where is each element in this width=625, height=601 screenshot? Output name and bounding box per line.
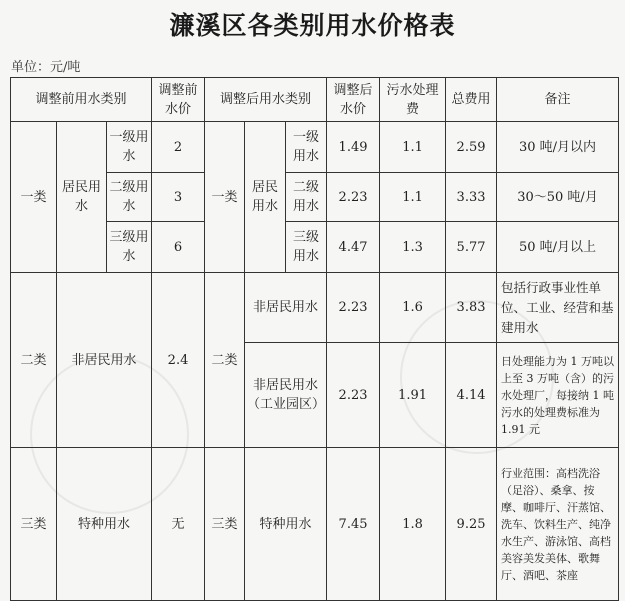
class2-note-industrial: 日处理能力为 1 万吨以上至 3 万吨（含）的污水处理厂，每接纳 1 吨污水的处理费标准为 1.91 元 [497,343,619,448]
class2-total-fee: 4.14 [446,343,497,448]
class2-total-fee: 3.83 [446,273,497,343]
header-sewage-fee: 污水处理费 [380,78,446,122]
tier-after-label: 二级用水 [286,173,327,222]
header-after-category: 调整后用水类别 [205,78,327,122]
header-note: 备注 [497,78,619,122]
header-total-fee: 总费用 [446,78,497,122]
class3-total-fee: 9.25 [446,448,497,601]
class2-note: 包括行政事业性单位、工业、经营和基建用水 [497,273,619,343]
table-row [11,273,619,343]
tier-after-price: 4.47 [327,222,380,273]
class3-after-sub: 特种用水 [245,448,327,601]
class2-after-name: 二类 [205,273,245,448]
tier-before-label: 三级用水 [107,222,152,273]
class2-before-sub: 非居民用水 [57,273,152,448]
class2-before-price: 2.4 [152,273,205,448]
class1-before-name: 一类 [11,122,57,273]
class1-before-sub: 居民用水 [57,122,107,273]
tier-before-label: 二级用水 [107,173,152,222]
class2-after-price: 2.23 [327,273,380,343]
class3-note: 行业范围：高档洗浴（足浴）、桑拿、按摩、咖啡厅、汗蒸馆、洗车、饮料生产、纯净水生产、游泳馆、高档美容美发美体、歌舞厅、酒吧、茶座 [497,448,619,601]
tier-after-price: 2.23 [327,173,380,222]
class2-sewage-fee: 1.6 [380,273,446,343]
class3-sewage-fee: 1.8 [380,448,446,601]
class3-before-sub: 特种用水 [57,448,152,601]
tier-total-fee: 3.33 [446,173,497,222]
class2-after-sub: 非居民用水 [245,273,327,343]
tier-total-fee: 2.59 [446,122,497,173]
tier-sewage-fee: 1.1 [380,173,446,222]
class2-after-price: 2.23 [327,343,380,448]
class1-after-sub: 居民用水 [245,122,286,273]
header-before-price: 调整前水价 [152,78,205,122]
class3-before-price: 无 [152,448,205,601]
class2-before-name: 二类 [11,273,57,448]
class2-sewage-fee: 1.91 [380,343,446,448]
tier-note: 50 吨/月以上 [497,222,619,273]
class3-after-price: 7.45 [327,448,380,601]
tier-sewage-fee: 1.3 [380,222,446,273]
class2-after-sub-industrial: 非居民用水（工业园区） [245,343,327,448]
class1-after-name: 一类 [205,122,245,273]
tier-after-price: 1.49 [327,122,380,173]
tier-before-price: 6 [152,222,205,273]
unit-label: 单位：元/吨 [11,60,81,75]
table-row [11,448,619,601]
tier-before-price: 2 [152,122,205,173]
page-title: 濂溪区各类别用水价格表 [169,11,456,40]
tier-before-price: 3 [152,173,205,222]
header-row [11,78,619,122]
tier-note: 30～50 吨/月 [497,173,619,222]
tier-before-label: 一级用水 [107,122,152,173]
table-row [11,122,619,173]
tier-sewage-fee: 1.1 [380,122,446,173]
tier-total-fee: 5.77 [446,222,497,273]
tier-note: 30 吨/月以内 [497,122,619,173]
class3-before-name: 三类 [11,448,57,601]
class3-after-name: 三类 [205,448,245,601]
water-price-table [10,77,619,601]
header-before-category: 调整前用水类别 [11,78,152,122]
tier-after-label: 三级用水 [286,222,327,273]
header-after-price: 调整后水价 [327,78,380,122]
tier-after-label: 一级用水 [286,122,327,173]
